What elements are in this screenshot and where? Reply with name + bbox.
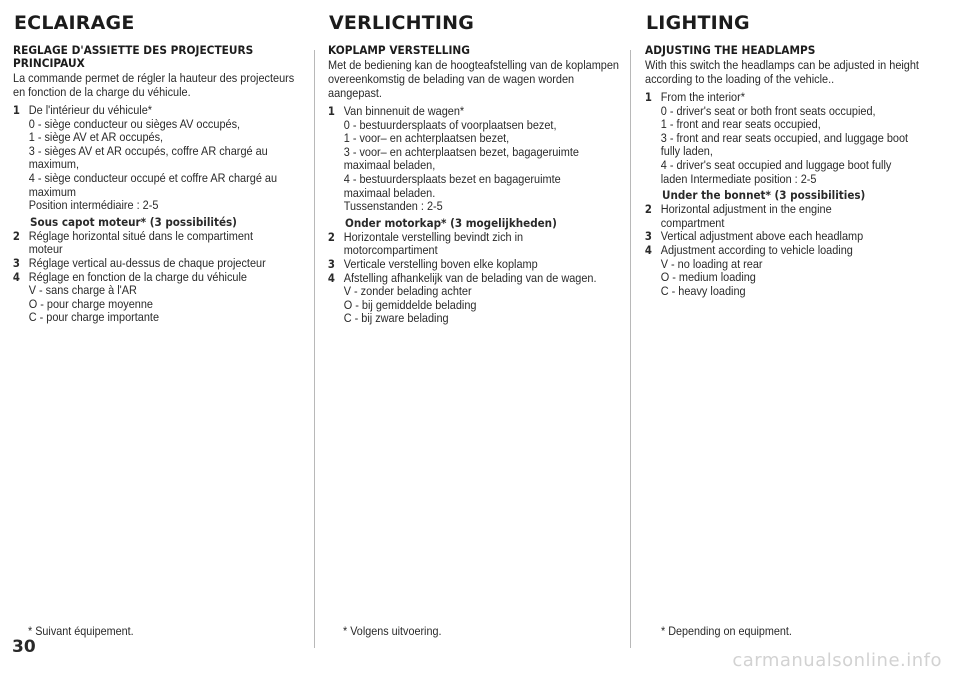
column-french bbox=[0, 0, 312, 677]
item-line: 0 - bestuurdersplaats of voorplaatsen bezet, bbox=[343, 117, 557, 132]
item-number: 3 bbox=[644, 229, 652, 244]
item-line: 1 - front and rear seats occupied, bbox=[660, 117, 821, 132]
item-line: Réglage en fonction de la charge du véhicule bbox=[28, 269, 247, 284]
item-number: 3 bbox=[12, 255, 20, 270]
item-line: C - pour charge importante bbox=[28, 310, 160, 325]
item-line: 0 - driver's seat or both front seats occupied, bbox=[660, 103, 876, 118]
list-item bbox=[12, 230, 300, 257]
list-item bbox=[327, 105, 623, 214]
item-line: C - heavy loading bbox=[660, 283, 746, 298]
subheading: ADJUSTING THE HEADLAMPS bbox=[645, 43, 816, 57]
list-item bbox=[327, 231, 623, 258]
item-line: O - bij gemiddelde belading bbox=[343, 297, 477, 312]
item-line: O - pour charge moyenne bbox=[28, 296, 153, 311]
section-title: LIGHTING bbox=[646, 12, 750, 34]
item-line: 3 - sièges AV et AR occupés, coffre AR chargé au bbox=[28, 143, 268, 158]
item-line: Réglage horizontal situé dans le compartiment bbox=[28, 228, 253, 243]
item-line: Van binnenuit de wagen* bbox=[343, 104, 465, 118]
item-line: De l'intérieur du véhicule* bbox=[28, 103, 153, 117]
under-bonnet-heading: Onder motorkap* (3 mogelijkheden) bbox=[345, 216, 557, 230]
subheading: REGLAGE D'ASSIETTE DES PROJECTEURS PRINCIPAUX bbox=[13, 43, 254, 70]
item-number: 3 bbox=[327, 256, 335, 271]
item-number: 1 bbox=[644, 90, 652, 104]
item-line: Verticale verstelling boven elke koplamp bbox=[343, 256, 538, 271]
item-line: Position intermédiaire : 2-5 bbox=[28, 198, 159, 213]
footnote: * Depending on equipment. bbox=[661, 624, 792, 638]
list-item bbox=[644, 91, 944, 186]
item-number: 1 bbox=[12, 103, 20, 117]
item-line: From the interior* bbox=[660, 90, 745, 104]
item-line: V - no loading at rear bbox=[660, 256, 763, 271]
item-line: Tussenstanden : 2-5 bbox=[343, 199, 443, 214]
item-line: 0 - siège conducteur ou sièges AV occupés, bbox=[28, 116, 241, 131]
item-line: C - bij zware belading bbox=[343, 311, 449, 326]
list-item bbox=[327, 272, 623, 326]
watermark: carmanualsonline.info bbox=[732, 650, 942, 671]
item-number: 4 bbox=[12, 269, 20, 284]
page-number: 30 bbox=[12, 637, 36, 657]
column-dutch bbox=[315, 0, 633, 677]
item-line: Réglage vertical au-dessus de chaque projecteur bbox=[28, 255, 266, 270]
intro-paragraph: Met de bediening kan de hoogteafstelling van de koplampen overeenkomstig de belading van de wagen worden aangepast. bbox=[328, 58, 619, 100]
item-line: compartment bbox=[660, 215, 725, 230]
list-item bbox=[644, 203, 944, 230]
column-english bbox=[631, 0, 960, 677]
item-number: 1 bbox=[327, 104, 335, 118]
under-bonnet-heading: Under the bonnet* (3 possibilities) bbox=[662, 189, 866, 203]
item-line: 1 - siège AV et AR occupés, bbox=[28, 130, 164, 145]
item-line: 3 - front and rear seats occupied, and luggage boot bbox=[660, 130, 909, 145]
list-item bbox=[12, 104, 300, 213]
intro-paragraph: La commande permet de régler la hauteur des projecteurs en fonction de la charge du véhicule. bbox=[13, 71, 295, 99]
item-number: 2 bbox=[327, 229, 335, 244]
item-line: O - medium loading bbox=[660, 270, 756, 285]
item-line: fully laden, bbox=[660, 144, 713, 159]
item-line: moteur bbox=[28, 242, 63, 257]
section-title: VERLICHTING bbox=[329, 12, 475, 34]
item-line: Horizontal adjustment in the engine bbox=[660, 202, 832, 217]
item-line: maximaal beladen. bbox=[343, 185, 436, 200]
section-title: ECLAIRAGE bbox=[14, 12, 135, 34]
item-line: V - sans charge à l'AR bbox=[28, 283, 137, 298]
item-number: 4 bbox=[644, 242, 652, 257]
item-line: Vertical adjustment above each headlamp bbox=[660, 229, 864, 244]
footnote: * Volgens uitvoering. bbox=[343, 624, 442, 638]
item-line: Adjustment according to vehicle loading bbox=[660, 242, 853, 257]
item-line: 4 - driver's seat occupied and luggage boot fully bbox=[660, 157, 892, 172]
subheading: KOPLAMP VERSTELLING bbox=[328, 43, 470, 57]
item-number: 4 bbox=[327, 270, 335, 285]
list-item bbox=[644, 230, 944, 244]
item-line: maximum bbox=[28, 184, 76, 199]
item-line: motorcompartiment bbox=[343, 243, 438, 258]
item-line: 3 - voor– en achterplaatsen bezet, bagageruimte bbox=[343, 144, 579, 159]
item-line: maximaal beladen, bbox=[343, 158, 436, 173]
item-number: 2 bbox=[644, 202, 652, 217]
list-item bbox=[327, 258, 623, 272]
item-line: 4 - bestuurdersplaats bezet en bagageruimte bbox=[343, 171, 561, 186]
item-line: V - zonder belading achter bbox=[343, 284, 472, 299]
item-line: Afstelling afhankelijk van de belading van de wagen. bbox=[343, 270, 597, 285]
item-line: 4 - siège conducteur occupé et coffre AR chargé au bbox=[28, 170, 278, 185]
item-line: maximum, bbox=[28, 157, 80, 172]
footnote: * Suivant équipement. bbox=[28, 624, 134, 638]
list-item bbox=[12, 271, 300, 325]
list-item bbox=[644, 244, 944, 298]
item-number: 2 bbox=[12, 228, 20, 243]
item-line: 1 - voor– en achterplaatsen bezet, bbox=[343, 131, 510, 146]
intro-paragraph: With this switch the headlamps can be adjusted in height according to the loading of the vehicle.. bbox=[645, 58, 919, 86]
item-line: laden Intermediate position : 2-5 bbox=[660, 171, 817, 186]
list-item bbox=[12, 257, 300, 271]
item-line: Horizontale verstelling bevindt zich in bbox=[343, 229, 524, 244]
under-bonnet-heading: Sous capot moteur* (3 possibilités) bbox=[30, 215, 237, 229]
